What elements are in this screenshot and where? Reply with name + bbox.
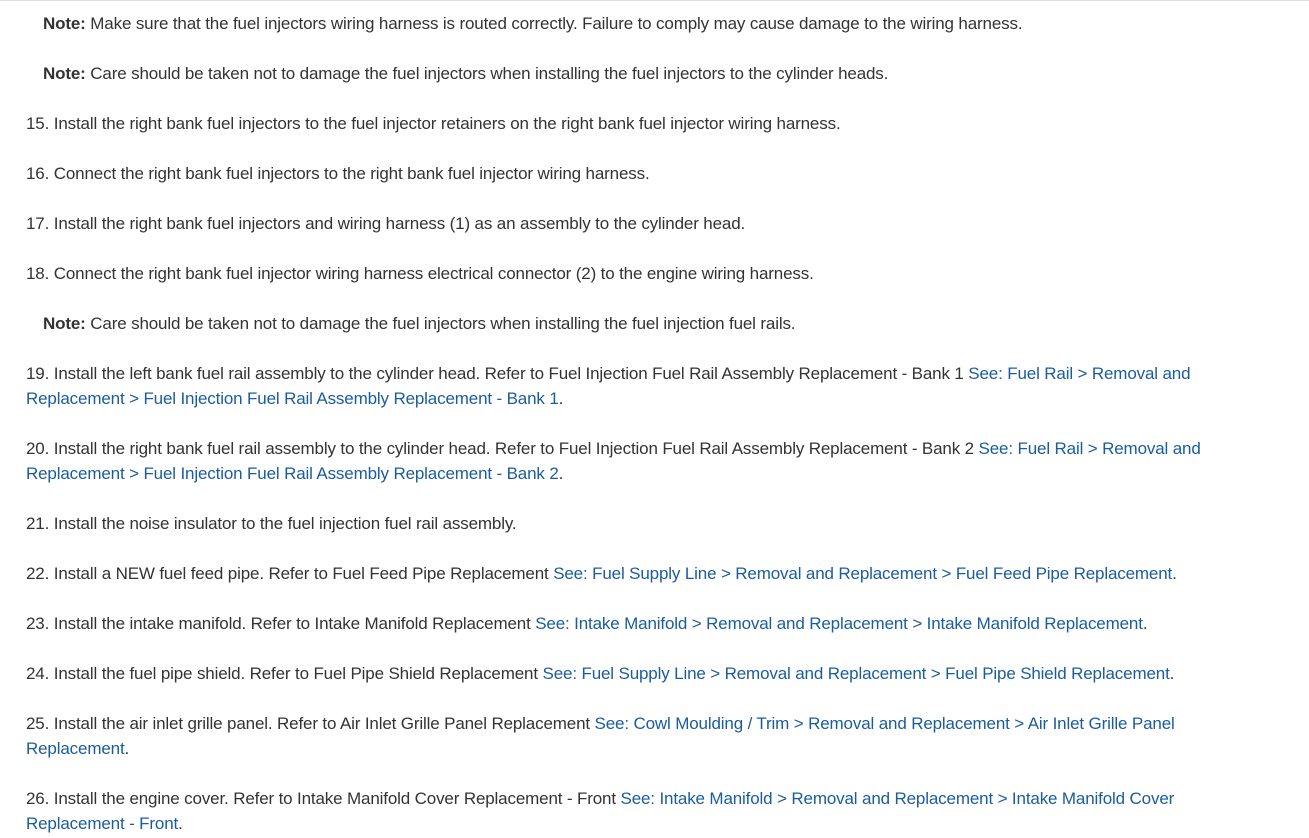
note-label: Note: [43, 314, 86, 333]
step-end: . [558, 389, 564, 408]
step-text: 22. Install a NEW fuel feed pipe. Refer to Fuel Feed Pipe Replacement [26, 564, 554, 583]
note-cylinder-heads [26, 61, 1263, 86]
step-end: . [1169, 664, 1175, 683]
note-fuel-rails [26, 311, 1263, 336]
step-end: . [178, 814, 183, 833]
intake-manifold-link[interactable]: See: Intake Manifold > Removal and Replacement > Intake Manifold Replacement [535, 614, 1143, 633]
note-wiring-harness [26, 11, 1263, 36]
step-text: 20. Install the right bank fuel rail assembly to the cylinder head. Refer to Fuel Injection Fuel Rail Assembly Replacement - Bank 2 [26, 439, 979, 458]
step-19 [26, 361, 1246, 411]
note-text: Care should be taken not to damage the fuel injectors when installing the fuel injectors to the cylinder heads. [85, 64, 889, 83]
step-end: . [1172, 564, 1177, 583]
step-text: 25. Install the air inlet grille panel. Refer to Air Inlet Grille Panel Replacement [26, 714, 595, 733]
note-label: Note: [43, 64, 86, 83]
step-15: 15. Install the right bank fuel injectors to the fuel injector retainers on the right bank fuel injector wiring harness. [26, 114, 841, 133]
step-16: 16. Connect the right bank fuel injectors to the right bank fuel injector wiring harness. [26, 164, 650, 183]
fuel-rail-bank1-link[interactable]: See: Fuel Rail > Removal and Replacement > Fuel Injection Fuel Rail Assembly Replacement - Bank 1 [26, 364, 1191, 408]
note-text: Care should be taken not to damage the fuel injectors when installing the fuel injection fuel rails. [85, 314, 796, 333]
step-text: 26. Install the engine cover. Refer to Intake Manifold Cover Replacement - Front [26, 789, 621, 808]
fuel-pipe-shield-link[interactable]: See: Fuel Supply Line > Removal and Replacement > Fuel Pipe Shield Replacement [542, 664, 1170, 683]
air-inlet-grille-link[interactable]: See: Cowl Moulding / Trim > Removal and Replacement > Air Inlet Grille Panel Replacement [26, 714, 1175, 758]
step-23 [26, 611, 1246, 636]
step-22 [26, 561, 1246, 586]
step-end: . [1142, 614, 1148, 633]
step-text: 23. Install the intake manifold. Refer to Intake Manifold Replacement [26, 614, 536, 633]
note-label: Note: [43, 14, 86, 33]
step-text: 19. Install the left bank fuel rail assembly to the cylinder head. Refer to Fuel Injection Fuel Rail Assembly Replacement - Bank 1 [26, 364, 969, 383]
intake-manifold-cover-link[interactable]: See: Intake Manifold > Removal and Replacement > Intake Manifold Cover Replacement - Front [26, 789, 1175, 833]
step-21: 21. Install the noise insulator to the fuel injection fuel rail assembly. [26, 514, 517, 533]
step-24 [26, 661, 1246, 686]
note-text: Make sure that the fuel injectors wiring harness is routed correctly. Failure to comply may cause damage to the wiring harness. [85, 14, 1023, 33]
top-divider [0, 0, 1309, 1]
step-20 [26, 436, 1246, 486]
step-text: 24. Install the fuel pipe shield. Refer to Fuel Pipe Shield Replacement [26, 664, 543, 683]
step-26 [26, 786, 1246, 836]
fuel-feed-pipe-link[interactable]: See: Fuel Supply Line > Removal and Replacement > Fuel Feed Pipe Replacement [553, 564, 1173, 583]
fuel-rail-bank2-link[interactable]: See: Fuel Rail > Removal and Replacement > Fuel Injection Fuel Rail Assembly Replacement - Bank 2 [26, 439, 1201, 483]
step-end: . [558, 464, 564, 483]
step-17: 17. Install the right bank fuel injectors and wiring harness (1) as an assembly to the cylinder head. [26, 214, 746, 233]
step-18: 18. Connect the right bank fuel injector wiring harness electrical connector (2) to the engine wiring harness. [26, 264, 814, 283]
step-25 [26, 711, 1246, 761]
step-end: . [124, 739, 130, 758]
